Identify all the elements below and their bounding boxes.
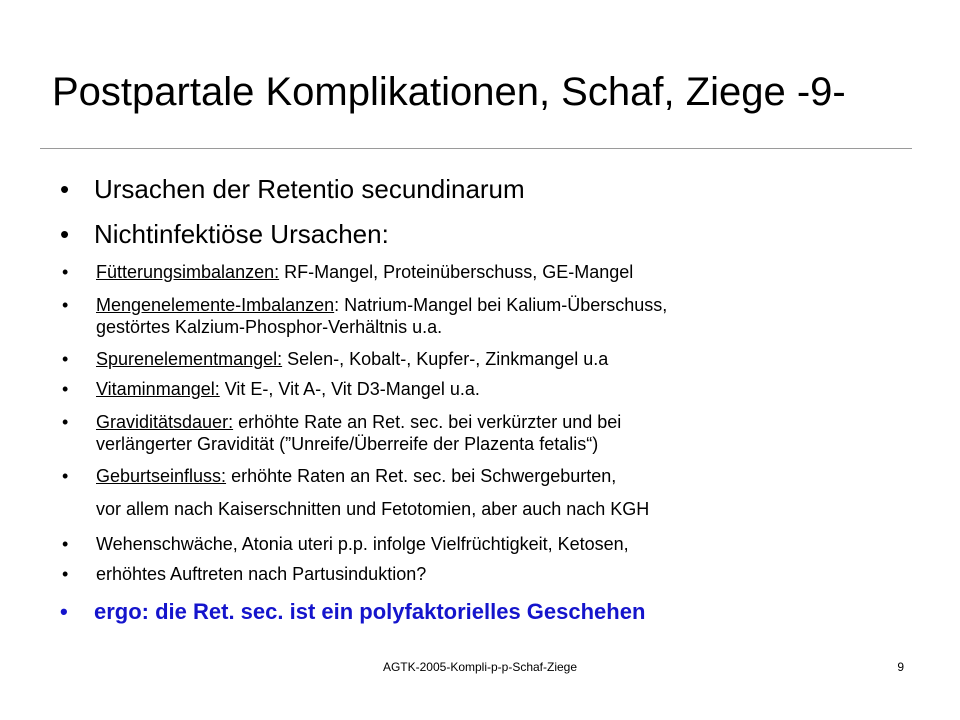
bullet-marker: • bbox=[62, 534, 69, 554]
conclusion-text: ergo: die Ret. sec. ist ein polyfaktorielles Geschehen bbox=[94, 599, 646, 624]
slide-footer: AGTK-2005-Kompli-p-p-Schaf-Ziege bbox=[382, 660, 578, 674]
bullet-marker: • bbox=[62, 379, 69, 399]
bullet-marker: • bbox=[62, 564, 69, 584]
bullet-text: erhöhtes Auftreten nach Partusinduktion? bbox=[96, 564, 427, 584]
bullet-marker: • bbox=[62, 349, 69, 369]
bullet-label: Fütterungsimbalanzen: bbox=[96, 262, 280, 282]
bullet-detail: : Natrium-Mangel bei Kalium-Überschuss, bbox=[334, 295, 668, 315]
bullet-label: Geburtseinfluss: bbox=[96, 466, 227, 486]
bullet-text bbox=[96, 465, 916, 487]
bullet-text bbox=[96, 261, 916, 283]
bullet-marker: • bbox=[60, 174, 70, 204]
bullet-text bbox=[96, 348, 916, 370]
bullet-label: Graviditätsdauer: bbox=[96, 412, 234, 432]
bullet-detail: verlängerter Gravidität (”Unreife/Überreife der Plazenta fetalis“) bbox=[96, 434, 599, 454]
bullet-marker: • bbox=[60, 599, 68, 624]
bullet-label: Spurenelementmangel: bbox=[96, 349, 283, 369]
bullet-detail: erhöhte Rate an Ret. sec. bei verkürzter und bei bbox=[233, 412, 622, 432]
bullet-label: Mengenelemente-Imbalanzen bbox=[96, 295, 335, 315]
bullet-detail: Selen-, Kobalt-, Kupfer-, Zinkmangel u.a bbox=[282, 349, 609, 369]
bullet-detail: erhöhte Raten an Ret. sec. bei Schwergeburten, bbox=[226, 466, 617, 486]
slide-title: Postpartale Komplikationen, Schaf, Ziege -9- bbox=[52, 70, 846, 114]
bullet-detail: gestörtes Kalzium-Phosphor-Verhältnis u.a. bbox=[96, 317, 443, 337]
bullet-detail: Vit E-, Vit A-, Vit D3-Mangel u.a. bbox=[219, 379, 480, 399]
bullet-label: Vitaminmangel: bbox=[96, 379, 220, 399]
bullet-marker: • bbox=[62, 466, 69, 486]
bullet-text: Wehenschwäche, Atonia uteri p.p. infolge Vielfrüchtigkeit, Ketosen, bbox=[96, 534, 629, 554]
bullet-text: Ursachen der Retentio secundinarum bbox=[94, 174, 525, 204]
bullet-text: Nichtinfektiöse Ursachen: bbox=[94, 219, 389, 249]
bullet-text bbox=[96, 294, 916, 316]
bullet-marker: • bbox=[62, 412, 69, 432]
bullet-text bbox=[96, 411, 916, 433]
bullet-detail: vor allem nach Kaiserschnitten und Fetotomien, aber auch nach KGH bbox=[96, 499, 650, 519]
bullet-text bbox=[96, 378, 916, 400]
bullet-marker: • bbox=[60, 219, 70, 249]
page-number: 9 bbox=[897, 660, 904, 674]
bullet-marker: • bbox=[62, 295, 69, 315]
bullet-detail: RF-Mangel, Proteinüberschuss, GE-Mangel bbox=[279, 262, 634, 282]
bullet-marker: • bbox=[62, 262, 69, 282]
